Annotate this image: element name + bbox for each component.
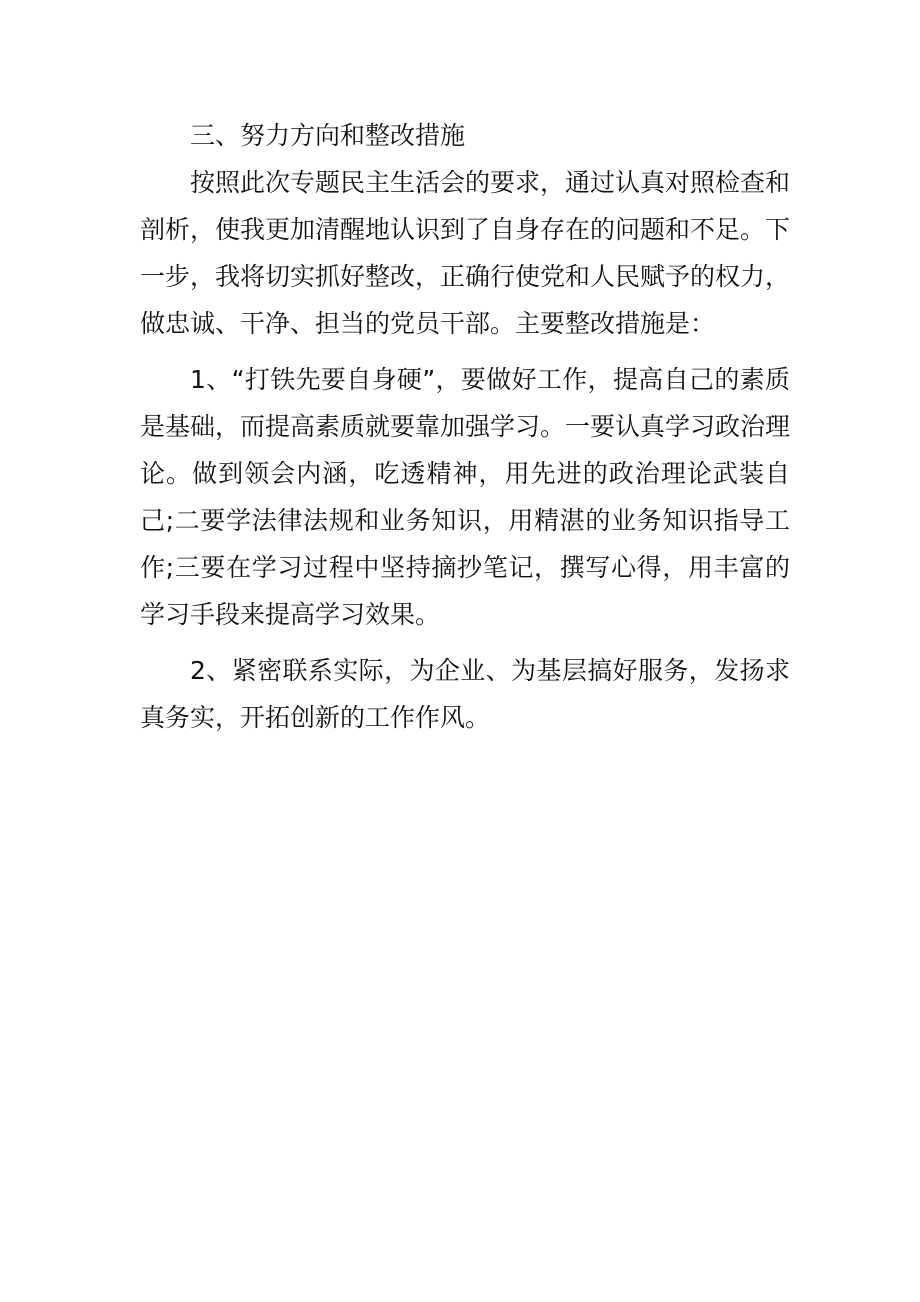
section-heading: 三、努力方向和整改措施	[190, 121, 466, 150]
measure-paragraph-2: 2、紧密联系实际，为企业、为基层搞好服务，发扬求真务实，开拓创新的工作作风。	[140, 656, 790, 732]
document-body	[140, 112, 790, 741]
measure-paragraph-1: 1、“打铁先要自身硬”，要做好工作，提高自己的素质是基础，而提高素质就要靠加强学习。一要认真学习政治理论。做到领会内涵，吃透精神，用先进的政治理论武装自己;二要学法律法规和业务知识，用精湛的业务知识指导工作;三要在学习过程中坚持摘抄笔记，撰写心得，用丰富的学习手段来提高学习效果。	[140, 365, 791, 629]
intro-paragraph: 按照此次专题民主生活会的要求，通过认真对照检查和剖析，使我更加清醒地认识到了自身存在的问题和不足。下一步，我将切实抓好整改，正确行使党和人民赋予的权力，做忠诚、干净、担当的党员干部。主要整改措施是：	[140, 168, 791, 338]
